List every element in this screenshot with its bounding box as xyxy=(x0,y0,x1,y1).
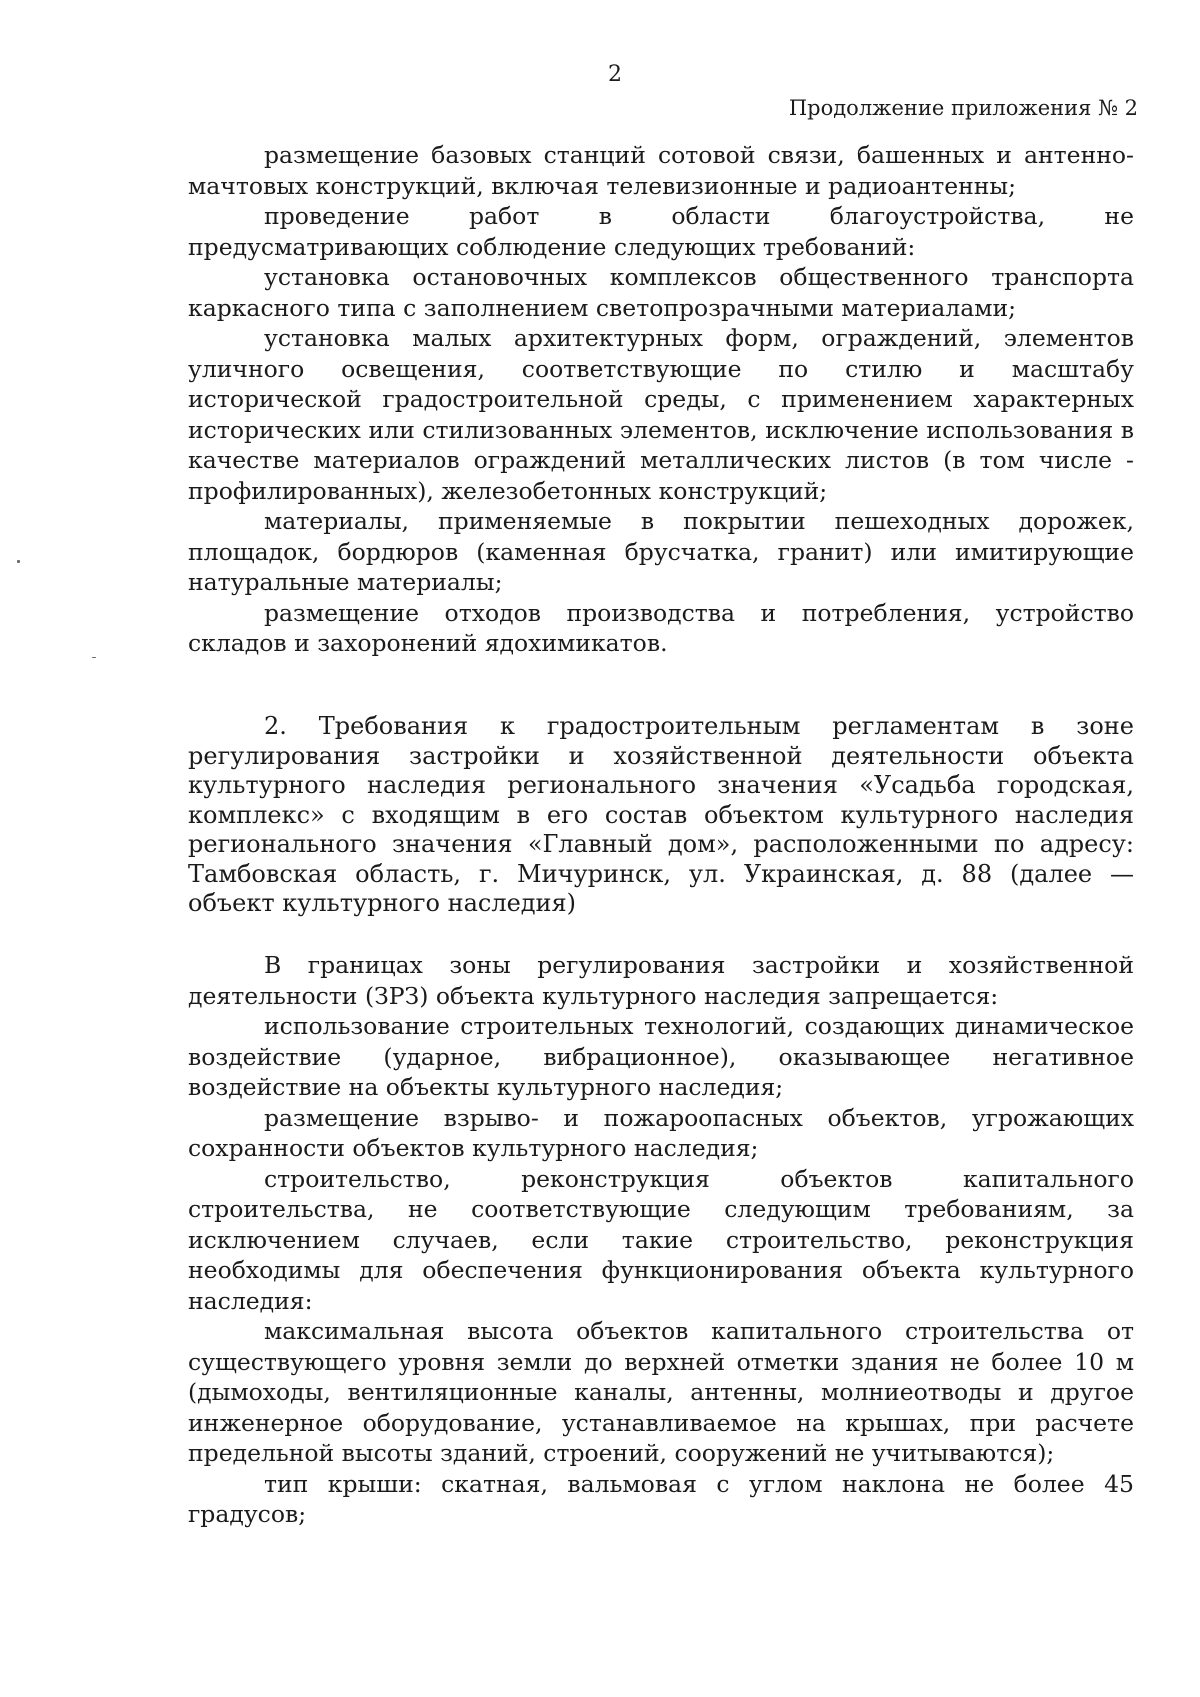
paragraph: тип крыши: скатная, вальмовая с углом наклона не более 45 градусов; xyxy=(188,1469,1134,1528)
paragraph: строительство, реконструкция объектов капитального строительства, не соответствующие следующим требованиям, за исключением случаев, если такие строительство, реконструкция необходимы для обеспечения функционирования объекта культурного наследия: xyxy=(188,1164,1134,1315)
section-heading: 2. Требования к градостроительным регламентам в зоне регулирования застройки и хозяйственной деятельности объекта культурного наследия регионального значения «Усадьба городская, комплекс» с входящим в его состав объектом культурного наследия регионального значения «Главный дом», расположенными по адресу: Тамбовская область, г. Мичуринск, ул. Украинская, д. 88 (далее — объект культурного наследия) xyxy=(188,712,1134,917)
section-1 xyxy=(188,140,1134,659)
paragraph: размещение отходов производства и потребления, устройство складов и захоронений ядохимикатов. xyxy=(188,598,1134,657)
page-number: 2 xyxy=(608,62,622,87)
scan-mark xyxy=(92,657,96,658)
paragraph: установка остановочных комплексов общественного транспорта каркасного типа с заполнением светопрозрачными материалами; xyxy=(188,263,1134,322)
paragraph: проведение работ в области благоустройства, не предусматривающих соблюдение следующих требований: xyxy=(188,202,1134,261)
continuation-label: Продолжение приложения № 2 xyxy=(788,96,1138,120)
section-3 xyxy=(188,950,1134,1530)
paragraph: размещение взрыво- и пожароопасных объектов, угрожающих сохранности объектов культурного наследия; xyxy=(188,1103,1134,1162)
paragraph: материалы, применяемые в покрытии пешеходных дорожек, площадок, бордюров (каменная брусчатка, гранит) или имитирующие натуральные материалы; xyxy=(188,507,1134,596)
paragraph: использование строительных технологий, создающих динамическое воздействие (ударное, вибрационное), оказывающее негативное воздействие на объекты культурного наследия; xyxy=(188,1012,1134,1101)
section-2-heading xyxy=(188,712,1134,919)
paragraph: максимальная высота объектов капитального строительства от существующего уровня земли до верхней отметки здания не более 10 м (дымоходы, вентиляционные каналы, антенны, молниеотводы и другое инженерное оборудование, устанавливаемое на крышах, при расчете предельной высоты зданий, строений, сооружений не учитываются); xyxy=(188,1317,1134,1467)
paragraph: размещение базовых станций сотовой связи, башенных и антенно-мачтовых конструкций, включая телевизионные и радиоантенны; xyxy=(188,141,1134,200)
scan-mark xyxy=(17,560,20,563)
paragraph: В границах зоны регулирования застройки и хозяйственной деятельности (ЗРЗ) объекта культурного наследия запрещается: xyxy=(188,951,1134,1010)
paragraph: установка малых архитектурных форм, ограждений, элементов уличного освещения, соответствующие по стилю и масштабу исторической градостроительной среды, с применением характерных исторических или стилизованных элементов, исключение использования в качестве материалов ограждений металлических листов (в том числе - профилированных), железобетонных конструкций; xyxy=(188,324,1134,505)
